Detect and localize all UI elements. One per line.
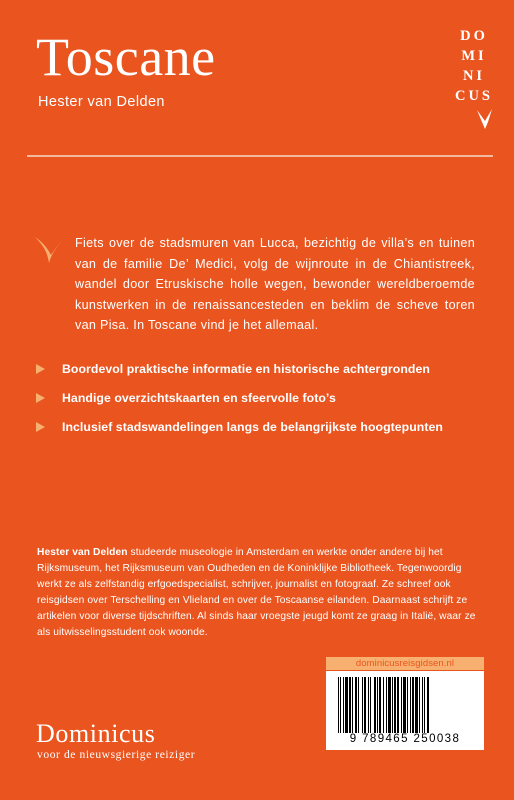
barcode-bar: [368, 677, 369, 733]
publisher-tagline: voor de nieuwsgierige reiziger: [37, 749, 196, 761]
barcode-bar: [401, 677, 402, 733]
barcode-bar: [358, 677, 359, 733]
barcode-bar: [403, 677, 406, 733]
bird-icon: [33, 233, 69, 269]
feature-item: [36, 419, 443, 448]
barcode-bars: [338, 677, 472, 733]
barcode: [326, 671, 484, 750]
triangle-bullet-icon: [36, 364, 45, 374]
barcode-bar: [379, 677, 381, 733]
barcode-bar: [343, 677, 344, 733]
bird-icon: [476, 108, 494, 130]
feature-text: Boordevol praktische informatie en historische achtergronden: [62, 362, 430, 376]
barcode-bar: [427, 677, 429, 733]
barcode-bar: [419, 677, 420, 733]
logo-line: NI: [462, 68, 486, 84]
barcode-bar: [386, 677, 387, 733]
logo-line: MI: [461, 48, 487, 64]
logo-line: DO: [460, 28, 488, 44]
barcode-bar: [377, 677, 378, 733]
feature-text: Inclusief stadswandelingen langs de belangrijkste hoogtepunten: [62, 420, 443, 434]
barcode-bar: [349, 677, 351, 733]
author-name: Hester van Delden: [38, 94, 165, 110]
logo-line: CUS: [454, 88, 493, 104]
barcode-bar: [340, 677, 341, 733]
website-label: dominicusreisgidsen.nl: [326, 657, 484, 670]
barcode-bar: [355, 677, 357, 733]
barcode-bar: [392, 677, 393, 733]
barcode-bar: [397, 677, 399, 733]
barcode-bar: [383, 677, 384, 733]
isbn-number: 9 789465 250038: [349, 733, 461, 745]
bio-text: studeerde museologie in Amsterdam en werkte onder andere bij het Rijksmuseum, het Rijksmuseum van Oudheden en de Koninklijke Bibliotheek. Tegenwoordig werkt ze als zelfstandig erfgoedspecialist, schrijver, journalist en fotograaf. Ze schreef ook reisgidsen over Terschelling en Vlieland en over de Toscaanse eilanden. Daarnaast schrijft ze artikelen voor diverse tijdschriften. Al sinds haar vroegste jeugd komt ze graag in Italië, waar ze als uitwisselingsstudent ook woonde.: [37, 547, 476, 638]
barcode-bar: [352, 677, 353, 733]
barcode-bar: [345, 677, 348, 733]
triangle-bullet-icon: [36, 422, 45, 432]
barcode-bar: [407, 677, 408, 733]
barcode-bar: [394, 677, 396, 733]
barcode-bar: [410, 677, 411, 733]
barcode-bar: [412, 677, 414, 733]
intro-paragraph: Fiets over de stadsmuren van Lucca, bezichtig de villa’s en tuinen van de familie De’ Medici, volg de wijnroute in de Chiantistreek, wandel door Etruskische holle wegen, bewonder wereldberoemde kunstwerken in de renaissancesteden en beklim de scheve toren van Pisa. In Toscane vind je het allemaal.: [75, 236, 475, 332]
feature-item: [36, 390, 443, 419]
barcode-bar: [338, 677, 339, 733]
barcode-bar: [424, 677, 425, 733]
publisher-name: Dominicus: [36, 719, 156, 748]
barcode-bar: [364, 677, 366, 733]
book-title: Toscane: [36, 27, 216, 87]
feature-text: Handige overzichtskaarten en sfeervolle foto’s: [62, 391, 336, 405]
author-bio: [37, 545, 485, 640]
feature-list: [36, 361, 443, 448]
divider: [27, 155, 493, 157]
feature-item: [36, 361, 443, 390]
barcode-bar: [374, 677, 376, 733]
barcode-bar: [370, 677, 371, 733]
barcode-bar: [415, 677, 418, 733]
bio-author-name: Hester van Delden: [37, 547, 128, 558]
triangle-bullet-icon: [36, 393, 45, 403]
publisher-logo-vertical: [451, 26, 497, 106]
barcode-bar: [362, 677, 363, 733]
barcode-bar: [388, 677, 391, 733]
barcode-bar: [422, 677, 423, 733]
